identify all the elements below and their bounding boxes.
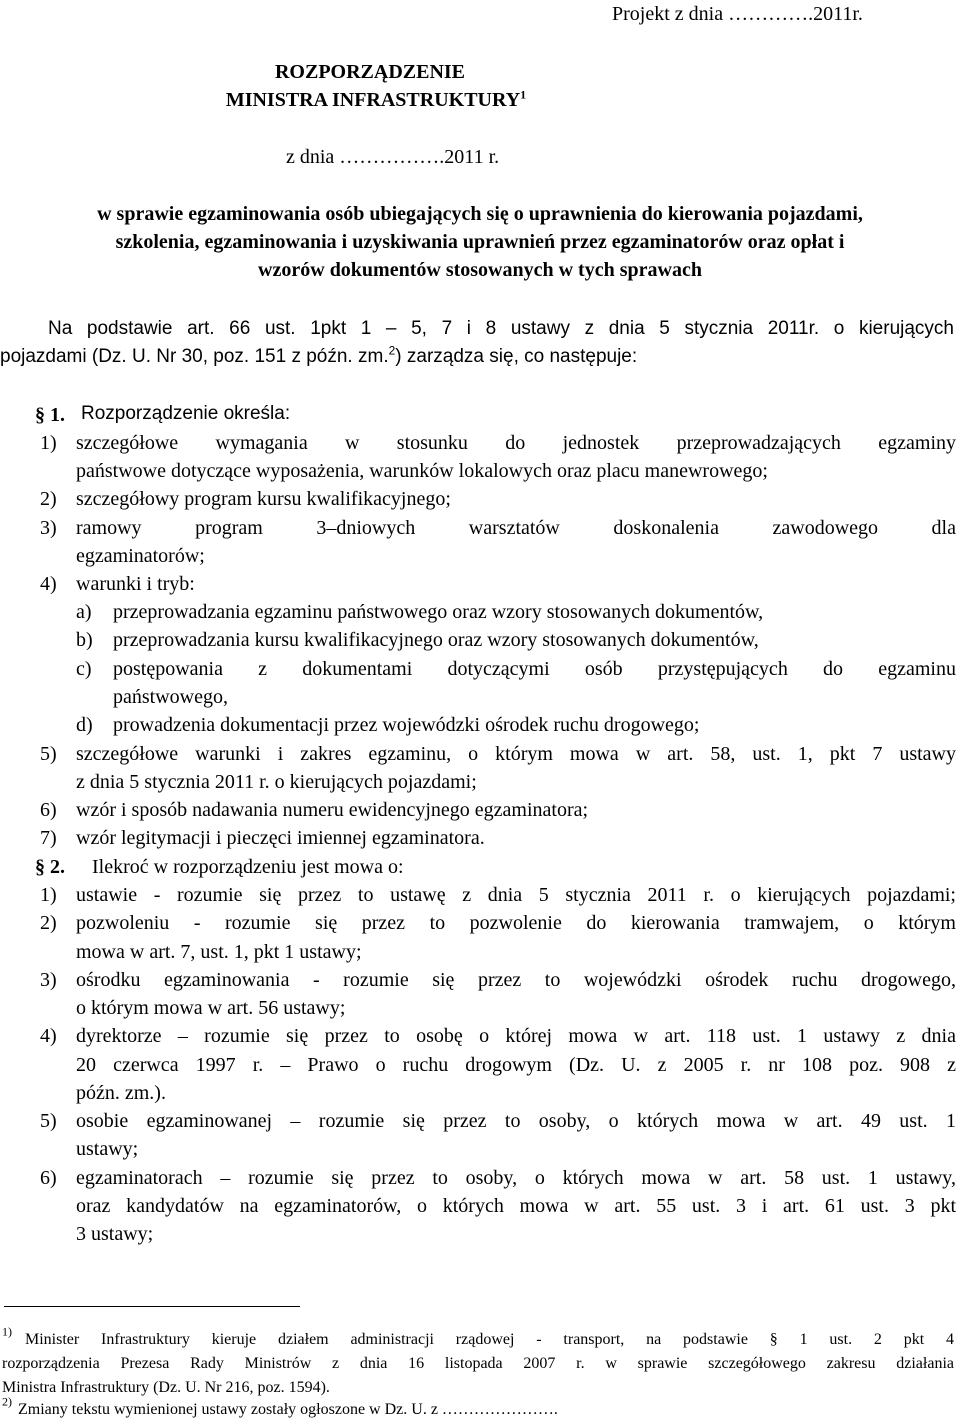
footnote-ref-1: 1 bbox=[520, 87, 527, 102]
footnote-1-line-3: Ministra Infrastruktury (Dz. U. Nr 216, poz. 1594). bbox=[2, 1379, 330, 1396]
definition-text: 3 ustawy; bbox=[76, 1223, 154, 1245]
footnote-separator bbox=[4, 1306, 300, 1307]
list-number: 2) bbox=[40, 488, 57, 510]
footnote-2-number bbox=[2, 1396, 12, 1420]
list-item-text: z dnia 5 stycznia 2011 r. o kierujących pojazdami; bbox=[76, 771, 477, 793]
section-2-symbol: § 2. bbox=[35, 856, 65, 878]
sub-list-letter: c) bbox=[76, 658, 92, 680]
definition-text: osobie egzaminowanej – rozumie się przez to osoby, o których mowa w art. 49 ust. 1 bbox=[76, 1110, 956, 1132]
list-item-text: szczegółowy program kursu kwalifikacyjnego; bbox=[76, 488, 451, 510]
footnote-2-marker: 2) bbox=[2, 1394, 12, 1409]
list-item-text: państwowe dotyczące wyposażenia, warunków lokalowych oraz placu manewrowego; bbox=[76, 460, 768, 482]
sub-list-text: państwowego, bbox=[113, 686, 228, 708]
definition-text: 20 czerwca 1997 r. – Prawo o ruchu drogowym (Dz. U. z 2005 r. nr 108 poz. 908 z bbox=[76, 1054, 956, 1076]
sub-list-text: przeprowadzania kursu kwalifikacyjnego oraz wzory stosowanych dokumentów, bbox=[113, 629, 759, 651]
title-line-2 bbox=[0, 86, 752, 114]
definition-text: ustawie - rozumie się przez to ustawę z dnia 5 stycznia 2011 r. o kierujących pojazdami; bbox=[76, 884, 956, 906]
list-number: 2) bbox=[40, 912, 57, 934]
list-item-text: szczegółowe warunki i zakres egzaminu, o którym mowa w art. 58, ust. 1, pkt 7 ustawy bbox=[76, 743, 956, 765]
footnote-1-number bbox=[2, 1326, 12, 1350]
project-date: Projekt z dnia ………….2011r. bbox=[612, 3, 863, 25]
preamble-text: pojazdami (Dz. U. Nr 30, poz. 151 z późn. zm. bbox=[0, 346, 389, 367]
definition-text: ustawy; bbox=[76, 1138, 139, 1160]
definition-text: ośrodku egzaminowania - rozumie się przez to wojewódzki ośrodek ruchu drogowego, bbox=[76, 969, 956, 991]
regulation-date: z dnia …………….2011 r. bbox=[286, 146, 500, 168]
list-item-text: wzór i sposób nadawania numeru ewidencyjnego egzaminatora; bbox=[76, 799, 589, 821]
sub-list-letter: b) bbox=[76, 629, 93, 651]
definition-text: oraz kandydatów na egzaminatorów, o których mowa w art. 55 ust. 3 i art. 61 ust. 3 pkt bbox=[76, 1195, 956, 1217]
list-item-text: egzaminatorów; bbox=[76, 545, 205, 567]
list-number: 3) bbox=[40, 517, 57, 539]
list-number: 1) bbox=[40, 432, 57, 454]
preamble-line-1: Na podstawie art. 66 ust. 1pkt 1 – 5, 7 i 8 ustawy z dnia 5 stycznia 2011r. o kierujących bbox=[48, 318, 954, 339]
subject-line-2: szkolenia, egzaminowania i uzyskiwania uprawnień przez egzaminatorów oraz opłat i bbox=[115, 231, 845, 253]
preamble-line-2 bbox=[0, 344, 637, 370]
section-1-symbol: § 1. bbox=[35, 404, 65, 426]
sub-list-letter: a) bbox=[76, 601, 92, 623]
definition-text: dyrektorze – rozumie się przez to osobę o której mowa w art. 118 ust. 1 ustawy z dnia bbox=[76, 1025, 956, 1047]
list-number: 1) bbox=[40, 884, 57, 906]
subject-line-3: wzorów dokumentów stosowanych w tych sprawach bbox=[258, 259, 702, 281]
list-number: 6) bbox=[40, 1167, 57, 1189]
footnote-1-line-1: Minister Infrastruktury kieruje działem administracji rządowej - transport, na podstawie § 1 ust. 2 pkt 4 bbox=[25, 1331, 954, 1348]
section-2-intro: Ilekroć w rozporządzeniu jest mowa o: bbox=[92, 856, 404, 878]
list-item-text: wzór legitymacji i pieczęci imiennej egzaminatora. bbox=[76, 827, 485, 849]
definition-text: egzaminatorach – rozumie się przez to osoby, o których mowa w art. 58 ust. 1 ustawy, bbox=[76, 1167, 956, 1189]
list-number: 3) bbox=[40, 969, 57, 991]
list-number: 7) bbox=[40, 827, 57, 849]
list-item-text: ramowy program 3–dniowych warsztatów doskonalenia zawodowego dla bbox=[76, 517, 956, 539]
sub-list-text: postępowania z dokumentami dotyczącymi osób przystępujących do egzaminu bbox=[113, 658, 956, 680]
preamble-text-end: ) zarządza się, co następuje: bbox=[395, 346, 638, 367]
list-number: 4) bbox=[40, 1025, 57, 1047]
list-number: 6) bbox=[40, 799, 57, 821]
footnote-1-line-2: rozporządzenia Prezesa Rady Ministrów z dnia 16 listopada 2007 r. w sprawie szczegółowego zakresu działania bbox=[2, 1355, 954, 1372]
definition-text: pozwoleniu - rozumie się przez to pozwolenie do kierowania tramwajem, o którym bbox=[76, 912, 956, 934]
list-number: 5) bbox=[40, 1110, 57, 1132]
sub-list-letter: d) bbox=[76, 714, 93, 736]
footnote-1-marker: 1) bbox=[2, 1324, 12, 1339]
subject-line-1: w sprawie egzaminowania osób ubiegających się o uprawnienia do kierowania pojazdami, bbox=[97, 203, 863, 225]
footnote-ref-2: 2 bbox=[388, 343, 396, 358]
definition-text: mowa w art. 7, ust. 1, pkt 1 ustawy; bbox=[76, 941, 362, 963]
list-number: 5) bbox=[40, 743, 57, 765]
section-1-intro: Rozporządzenie określa: bbox=[81, 403, 291, 424]
list-number: 4) bbox=[40, 573, 57, 595]
title-line-1: ROZPORZĄDZENIE bbox=[274, 61, 466, 83]
sub-list-text: prowadzenia dokumentacji przez wojewódzki ośrodek ruchu drogowego; bbox=[113, 714, 700, 736]
footnote-2-text: Zmiany tekstu wymienionej ustawy zostały ogłoszone w Dz. U. z …………………. bbox=[18, 1401, 558, 1418]
sub-list-text: przeprowadzania egzaminu państwowego oraz wzory stosowanych dokumentów, bbox=[113, 601, 764, 623]
definition-text: o którym mowa w art. 56 ustawy; bbox=[76, 997, 346, 1019]
list-item-text: warunki i tryb: bbox=[76, 573, 195, 595]
list-item-text: szczegółowe wymagania w stosunku do jednostek przeprowadzających egzaminy bbox=[76, 432, 956, 454]
definition-text: późn. zm.). bbox=[76, 1082, 166, 1104]
title-text: MINISTRA INFRASTRUKTURY bbox=[225, 89, 521, 111]
